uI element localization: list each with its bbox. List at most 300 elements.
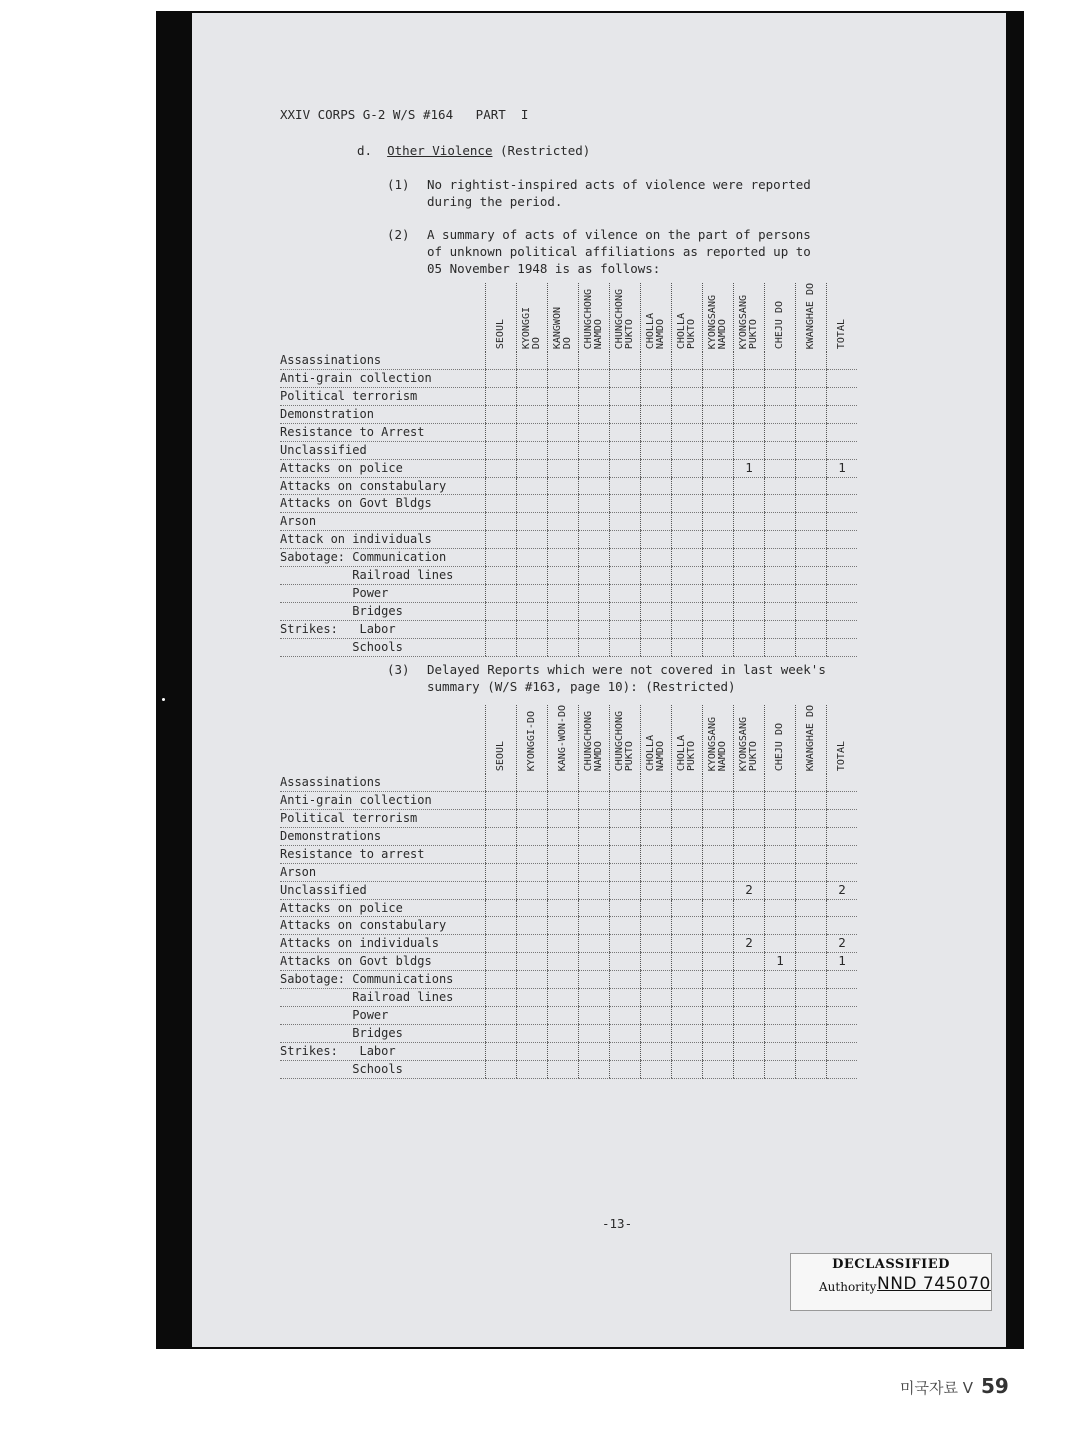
table-cell [579,917,610,935]
table-cell [672,459,703,477]
table-header-row [280,705,857,774]
paragraph-3-number: (3) [387,662,410,677]
table-cell [517,899,548,917]
table-cell [734,774,765,791]
table-cell [765,638,796,656]
row-label: Attacks on police [280,899,486,917]
column-header [703,705,734,774]
table-cell [579,370,610,388]
table-cell: 2 [734,935,765,953]
column-header [579,283,610,352]
table-cell [610,638,641,656]
table-row [280,989,857,1007]
table-cell [548,953,579,971]
paragraph-1-number: (1) [387,177,410,192]
table-cell [703,370,734,388]
section-heading [357,143,590,158]
table-cell [734,953,765,971]
table-cell [796,602,827,620]
table-cell [548,567,579,585]
table-cell [734,792,765,810]
table-cell [610,459,641,477]
table-cell [796,899,827,917]
table-cell [703,405,734,423]
table-cell [641,602,672,620]
table-cell [548,549,579,567]
table-cell [486,1024,517,1042]
table-cell [641,881,672,899]
table-cell [579,459,610,477]
table-row [280,917,857,935]
row-label: Political terrorism [280,810,486,828]
table-cell [641,1060,672,1078]
table-cell [548,792,579,810]
column-header [548,705,579,774]
table-cell [548,352,579,369]
table-cell [548,513,579,531]
table-cell [517,495,548,513]
table-row [280,971,857,989]
column-header-label: KYONGSANG PUKTO [738,717,759,772]
table-cell [765,863,796,881]
table-cell [796,388,827,406]
row-label: Anti-grain collection [280,370,486,388]
table-cell [672,405,703,423]
table-cell [765,477,796,495]
table-cell [641,953,672,971]
table-cell [827,863,858,881]
table-cell [517,881,548,899]
scanned-page-frame [156,11,1024,1349]
delayed-reports-table [280,705,857,1079]
footer-title: 미국자료 V [900,1379,973,1397]
table-cell [610,602,641,620]
table-cell [548,495,579,513]
column-header [765,283,796,352]
table-cell [765,513,796,531]
row-label: Power [280,1007,486,1025]
table-cell [827,388,858,406]
column-header-label: CHOLLA NAMDO [645,735,666,772]
table-cell [765,549,796,567]
table-cell: 1 [734,459,765,477]
table-cell [517,352,548,369]
column-header [641,705,672,774]
table-row [280,567,857,585]
table-cell [579,989,610,1007]
table-cell [641,792,672,810]
table-cell: 1 [827,953,858,971]
column-header-label: CHEJU DO [774,301,785,350]
table-cell [703,899,734,917]
table-row [280,899,857,917]
table-cell [765,917,796,935]
table-cell [672,1007,703,1025]
row-label: Political terrorism [280,388,486,406]
table-cell [641,585,672,603]
table-cell [517,531,548,549]
table-row [280,935,857,953]
table-cell [734,899,765,917]
table-cell [672,477,703,495]
table-cell [517,917,548,935]
table-cell [796,827,827,845]
table-cell [579,531,610,549]
table-cell [796,953,827,971]
row-label: Attacks on individuals [280,935,486,953]
table-cell [610,989,641,1007]
table-cell [734,513,765,531]
column-header-label: KYONGSANG NAMDO [707,717,728,772]
table-cell [641,863,672,881]
table-cell [548,881,579,899]
table-row [280,845,857,863]
table-cell [610,620,641,638]
table-row [280,792,857,810]
table-cell [703,881,734,899]
table-row [280,863,857,881]
table-cell [734,585,765,603]
table-cell [672,531,703,549]
row-label: Sabotage: Communications [280,971,486,989]
row-label: Unclassified [280,881,486,899]
table-cell [579,881,610,899]
column-header [796,705,827,774]
table-row [280,495,857,513]
table-cell [579,620,610,638]
table-cell [641,495,672,513]
section-letter: d. [357,143,373,158]
table-cell [827,513,858,531]
table-cell [486,989,517,1007]
table-cell [486,495,517,513]
table-cell [827,352,858,369]
table-cell [827,1060,858,1078]
column-header-label: KYONGSANG PUKTO [738,295,759,350]
column-header [610,705,641,774]
table-cell [703,567,734,585]
table-cell [548,370,579,388]
row-label: Assassinations [280,774,486,791]
table-cell [610,1024,641,1042]
row-label: Demonstrations [280,827,486,845]
table-cell [827,989,858,1007]
table-cell [641,405,672,423]
table-cell [610,810,641,828]
table-cell [610,1060,641,1078]
row-label: Strikes: Labor [280,1042,486,1060]
row-label: Attacks on Govt Bldgs [280,495,486,513]
table-cell [672,774,703,791]
table-cell [486,567,517,585]
table-cell [579,477,610,495]
table-cell [734,810,765,828]
table-row [280,638,857,656]
table-cell [517,585,548,603]
table-cell [641,989,672,1007]
stamp-authority-number: NND 745070 [877,1274,991,1294]
table-cell [703,863,734,881]
row-header-spacer [280,283,486,352]
table-cell [517,953,548,971]
table-cell: 1 [765,953,796,971]
table-cell [579,602,610,620]
table-cell [827,423,858,441]
table-cell [827,477,858,495]
table-cell [765,774,796,791]
table-cell [548,602,579,620]
table-cell [579,953,610,971]
table-cell [517,423,548,441]
table-cell [517,971,548,989]
table-cell [548,1024,579,1042]
table-cell [641,1024,672,1042]
table-cell [796,495,827,513]
table-cell [796,585,827,603]
table-cell [548,917,579,935]
table-cell [486,774,517,791]
table-cell [486,827,517,845]
column-header-label: CHUNGCHONG NAMDO [583,289,604,350]
table-cell [579,549,610,567]
table-cell [827,441,858,459]
table-cell [579,585,610,603]
table-cell [765,602,796,620]
table-cell [734,602,765,620]
table-cell [734,567,765,585]
table-cell: 2 [734,881,765,899]
column-header [610,283,641,352]
row-label: Unclassified [280,441,486,459]
table-cell [610,971,641,989]
table-cell [517,1024,548,1042]
table-cell [486,585,517,603]
column-header [765,705,796,774]
column-header-label: CHOLLA NAMDO [645,313,666,350]
table-cell: 2 [827,935,858,953]
footer-page-number: 59 [981,1374,1009,1398]
table-cell [734,845,765,863]
column-header-label: KYONGGI-DO [526,711,537,772]
table-cell [517,1007,548,1025]
table-cell [486,1060,517,1078]
table-cell [765,935,796,953]
paragraph-3-text: Delayed Reports which were not covered in last week's summary (W/S #163, page 10): (Restricted) [427,662,826,694]
table-cell [610,827,641,845]
table-cell [548,827,579,845]
table-cell [672,352,703,369]
table-cell [610,531,641,549]
table-cell [703,1042,734,1060]
table-cell [672,899,703,917]
table-cell [641,352,672,369]
table-cell [765,1007,796,1025]
table-cell [703,441,734,459]
table-cell [517,441,548,459]
table-cell [734,620,765,638]
table-cell [486,405,517,423]
table-cell [734,495,765,513]
table-cell [827,495,858,513]
table-row [280,352,857,369]
table-cell [486,863,517,881]
column-header [517,705,548,774]
table-row [280,602,857,620]
table-cell [486,352,517,369]
table-row [280,388,857,406]
table-cell [486,459,517,477]
column-header-label: KWANGHAE DO [805,705,816,772]
table-cell [672,989,703,1007]
table-cell [765,845,796,863]
column-header-label: KWANGHAE DO [805,283,816,350]
scan-speck [162,698,165,701]
paragraph-1 [387,176,867,210]
table-cell [703,388,734,406]
table-cell [548,899,579,917]
table-cell [796,881,827,899]
table-row [280,405,857,423]
column-header-label: TOTAL [836,319,847,350]
row-label: Bridges [280,602,486,620]
table-cell [672,1042,703,1060]
paragraph-2-text: A summary of acts of vilence on the part of persons of unknown political affiliations as reported up to 05 November 1948 is as follows: [427,227,811,276]
table-cell [827,602,858,620]
table-cell [827,638,858,656]
table-row [280,513,857,531]
table-cell [734,423,765,441]
table-cell [579,935,610,953]
table-row [280,827,857,845]
table-cell [734,370,765,388]
table-cell [672,1060,703,1078]
column-header [672,705,703,774]
row-header-spacer [280,705,486,774]
table-cell [672,620,703,638]
table-cell [703,1060,734,1078]
column-header-label: CHUNGCHONG NAMDO [583,711,604,772]
table-row [280,370,857,388]
table-cell [517,810,548,828]
table-cell [486,845,517,863]
table-cell [641,827,672,845]
table-cell [517,989,548,1007]
column-header-label: SEOUL [495,741,506,772]
table-cell [610,845,641,863]
table-cell [703,774,734,791]
table-cell [827,531,858,549]
table-cell [672,1024,703,1042]
table-cell [703,352,734,369]
row-label: Assassinations [280,352,486,369]
table-cell [548,935,579,953]
table-cell [610,388,641,406]
table-cell [703,531,734,549]
table-cell [548,423,579,441]
table-cell [610,441,641,459]
table-cell [703,971,734,989]
table-cell [548,441,579,459]
table-cell [548,845,579,863]
table-cell [703,620,734,638]
table-row [280,810,857,828]
table-cell [641,549,672,567]
table-cell [796,620,827,638]
column-header [827,705,858,774]
table-cell [641,845,672,863]
table-cell [641,620,672,638]
table-cell [579,352,610,369]
table-cell [796,863,827,881]
table-cell [672,827,703,845]
column-header-label: CHOLLA PUKTO [676,313,697,350]
table-cell [486,1042,517,1060]
table-cell [517,370,548,388]
table-cell [517,1060,548,1078]
paragraph-2 [387,226,867,277]
row-label: Attacks on police [280,459,486,477]
table-cell [641,513,672,531]
table-cell [672,602,703,620]
table-cell [579,1024,610,1042]
table-cell [703,549,734,567]
table-cell [734,917,765,935]
table-cell [672,810,703,828]
table-cell [734,1060,765,1078]
table-cell [796,989,827,1007]
table-cell [734,388,765,406]
table-cell [765,792,796,810]
table-cell [672,495,703,513]
table-cell [796,1024,827,1042]
table-cell [610,1007,641,1025]
table-cell [517,845,548,863]
table-cell [579,513,610,531]
table-cell [765,620,796,638]
row-label: Resistance to Arrest [280,423,486,441]
table-cell [734,1042,765,1060]
table-cell [517,774,548,791]
table-cell [765,899,796,917]
table-cell [765,567,796,585]
table-cell [641,1007,672,1025]
document-page-number: -13- [602,1216,633,1231]
document-header: XXIV CORPS G-2 W/S #164 PART I [280,107,529,122]
table-cell [486,810,517,828]
row-label: Resistance to arrest [280,845,486,863]
table-cell [703,638,734,656]
table-cell [672,792,703,810]
table-header-row [280,283,857,352]
row-label: Attacks on constabulary [280,477,486,495]
table-cell [703,917,734,935]
table-cell [548,810,579,828]
table-cell [548,1060,579,1078]
row-label: Sabotage: Communication [280,549,486,567]
table-cell [827,620,858,638]
table-cell [734,1007,765,1025]
column-header-label: CHEJU DO [774,723,785,772]
column-header [734,705,765,774]
table-cell [796,971,827,989]
table-cell [734,477,765,495]
table-cell [610,1042,641,1060]
table-cell [517,1042,548,1060]
table-cell [796,917,827,935]
stamp-authority-label: Authority [819,1280,877,1294]
table-cell [486,1007,517,1025]
table-cell [672,513,703,531]
